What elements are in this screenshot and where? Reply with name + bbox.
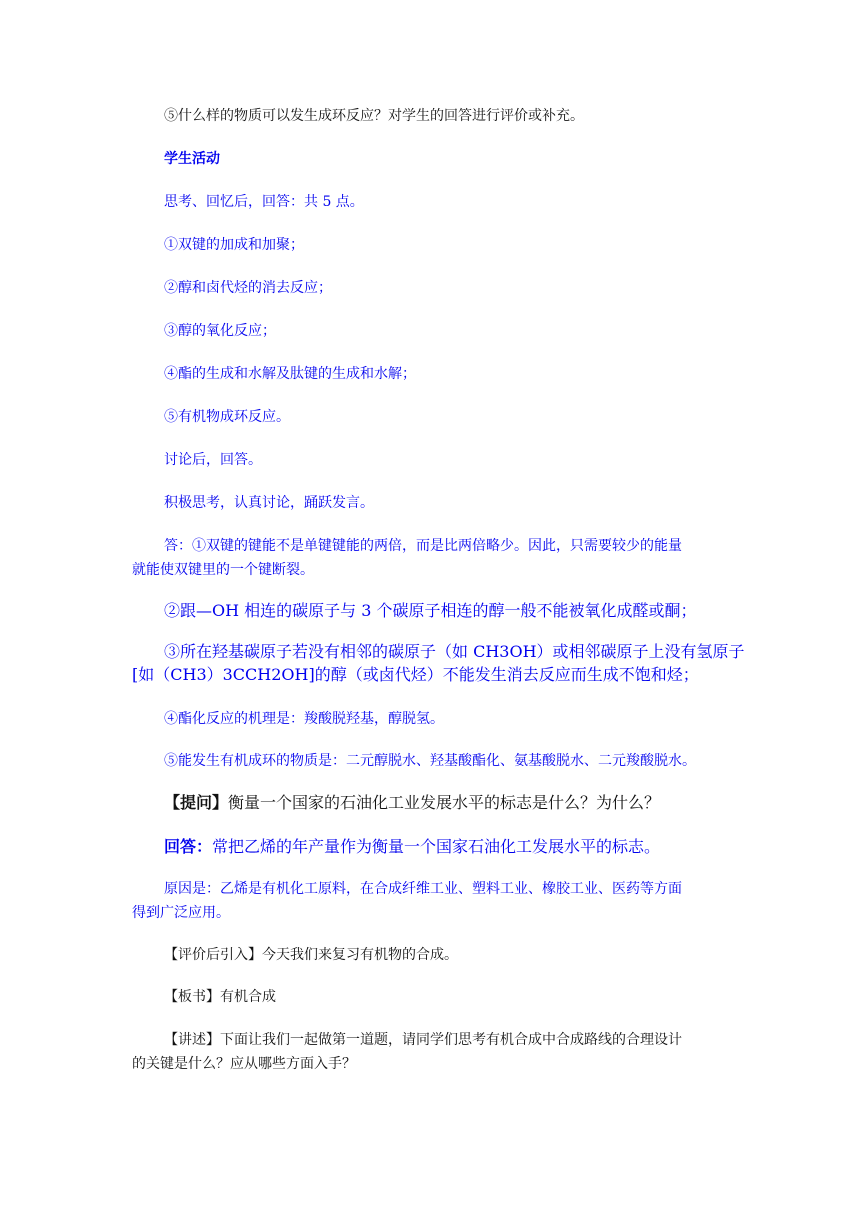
paragraph-line: ③所在羟基碳原子若没有相邻的碳原子（如 CH3OH）或相邻碳原子上没有氢原子 xyxy=(164,642,745,661)
paragraph-line: 答：①双键的键能不是单键键能的两倍，而是比两倍略少。因此，只需要较少的能量 xyxy=(164,538,682,554)
paragraph-ring-formation: ⑤能发生有机成环的物质是：二元醇脱水、羟基酸酯化、氨基酸脱水、二元羧酸脱水。 xyxy=(164,753,696,769)
paragraph-active-thinking: 积极思考，认真讨论，踊跃发言。 xyxy=(164,495,374,511)
paragraph-line: 就能使双键里的一个键断裂。 xyxy=(132,562,314,578)
paragraph-line: 【讲述】下面让我们一起做第一道题，请同学们思考有机合成中合成路线的合理设计 xyxy=(164,1032,682,1048)
paragraph-answer xyxy=(132,834,764,859)
paragraph-board-writing: 【板书】有机合成 xyxy=(164,989,276,1005)
question-text: 衡量一个国家的石油化工业发展水平的标志是什么？为什么？ xyxy=(228,793,661,812)
answer-text: 常把乙烯的年产量作为衡量一个国家石油化工发展水平的标志。 xyxy=(212,837,661,856)
paragraph-line: 的关键是什么？应从哪些方面入手？ xyxy=(132,1056,356,1072)
paragraph-line: 得到广泛应用。 xyxy=(132,905,230,921)
paragraph-line: 原因是：乙烯是有机化工原料，在合成纤维工业、塑料工业、橡胶工业、医药等方面 xyxy=(164,881,682,897)
heading-student-activity: 学生活动 xyxy=(164,151,220,167)
answer-item-4: ④酯的生成和水解及肽键的生成和水解； xyxy=(164,366,416,382)
answer-item-2: ②醇和卤代烃的消去反应； xyxy=(164,280,332,296)
paragraph-question-prompt xyxy=(132,790,764,815)
answer-item-5: ⑤有机物成环反应。 xyxy=(164,409,290,425)
answer-item-3: ③醇的氧化反应； xyxy=(164,323,276,339)
paragraph-evaluation-intro: 【评价后引入】今天我们来复习有机物的合成。 xyxy=(164,947,458,963)
question-label: 【提问】 xyxy=(164,793,229,812)
answer-item-1: ①双键的加成和加聚； xyxy=(164,237,304,253)
paragraph-discuss-answer: 讨论后，回答。 xyxy=(164,452,262,468)
paragraph-oxidation-rule: ②跟—OH 相连的碳原子与 3 个碳原子相连的醇一般不能被氧化成醛或酮； xyxy=(164,601,697,620)
paragraph-line: [如（CH3）3CCH2OH]的醇（或卤代烃）不能发生消去反应而生成不饱和烃； xyxy=(132,665,699,684)
paragraph-think-recall: 思考、回忆后，回答：共 5 点。 xyxy=(164,194,364,210)
answer-label: 回答： xyxy=(164,837,213,856)
paragraph-esterification-mechanism: ④酯化反应的机理是：羧酸脱羟基，醇脱氢。 xyxy=(164,711,444,727)
paragraph-question-5: ⑤什么样的物质可以发生成环反应？对学生的回答进行评价或补充。 xyxy=(164,108,584,124)
